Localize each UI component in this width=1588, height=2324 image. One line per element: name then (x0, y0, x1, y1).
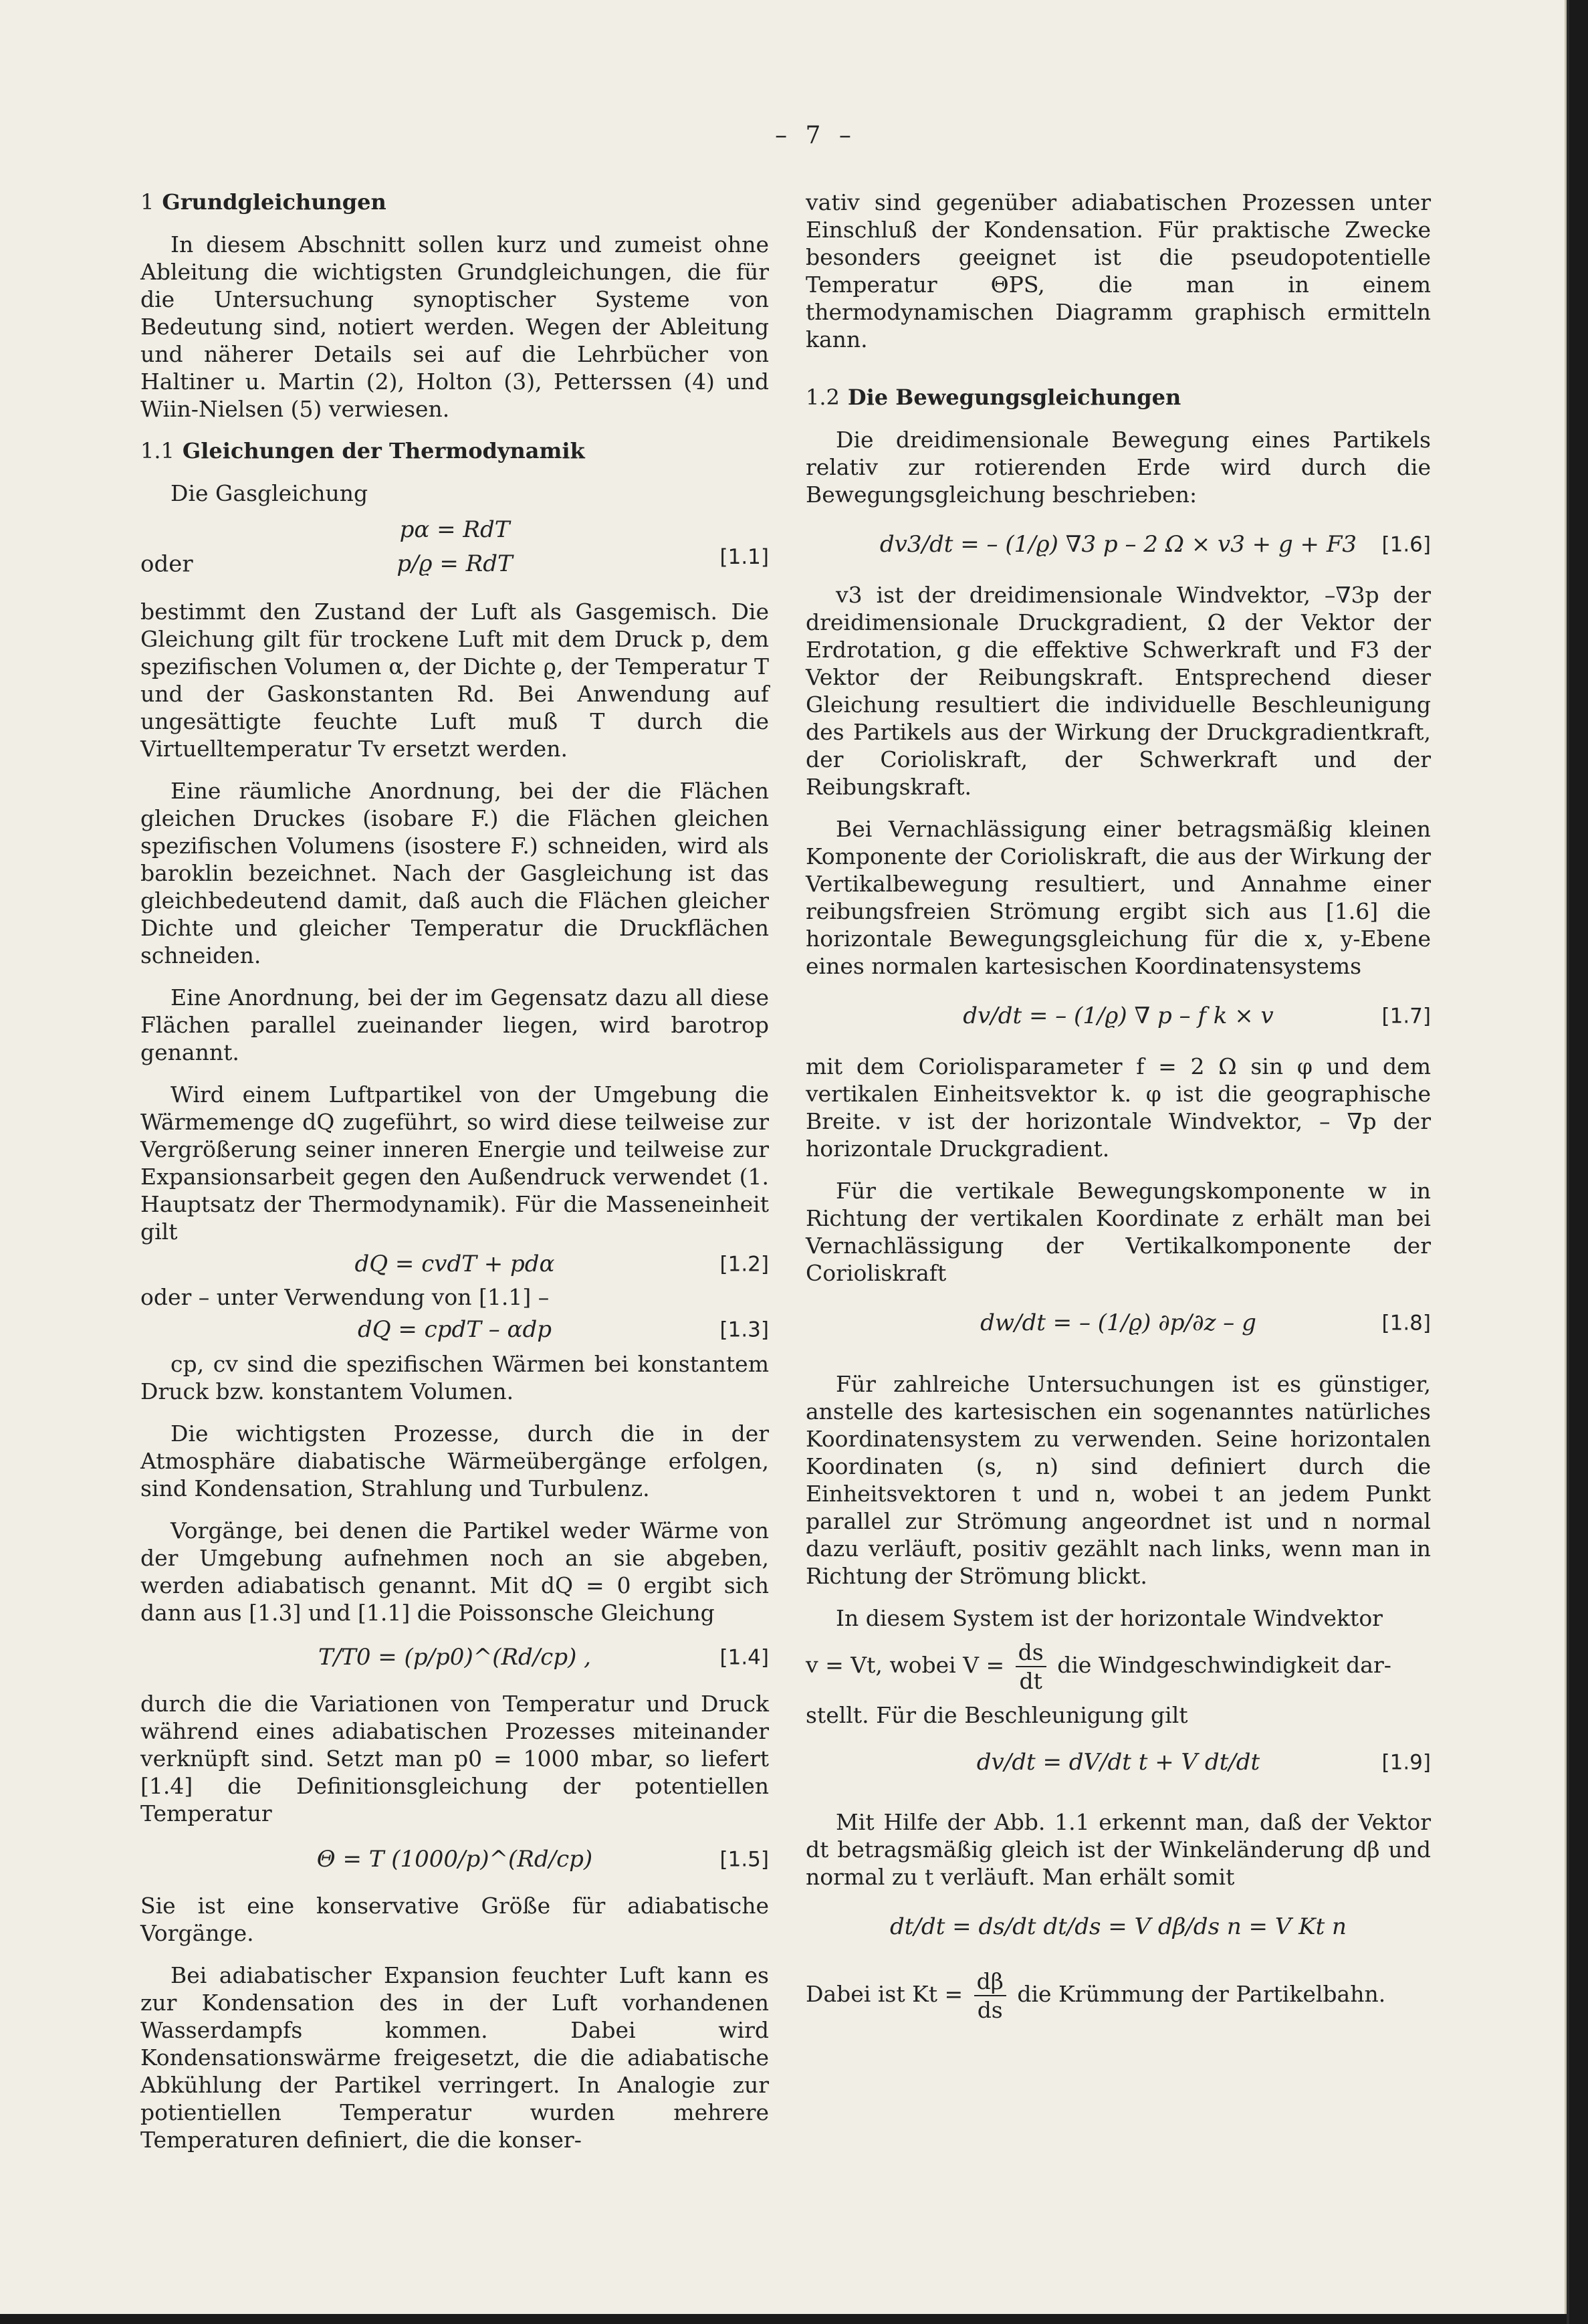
section-heading-1-2: 1.2 Die Bewegungsgleichungen (806, 385, 1181, 410)
paragraph: Die wichtigsten Prozesse, durch die in der Atmosphäre diabatische Wärmeübergänge erfolgen, sind Kondensation, Strahlung und Turbulenz. (140, 1420, 769, 1501)
page-number: – 7 – (775, 122, 857, 149)
equation-1-8: dw/dt = – (1/ϱ) ∂p/∂z – g [1.8] (980, 1309, 1431, 1336)
equation-1-6: dv3/dt = – (1/ϱ) ∇3 p – 2 Ω × v3 + g + F3 [1.6] (879, 531, 1431, 558)
paragraph: cp, cv sind die spezifischen Wärmen bei konstantem Druck bzw. konstantem Volumen. (140, 1351, 769, 1404)
equation-unnumbered: dt/dt = ds/dt dt/ds = V dβ/ds n = V Kt n (890, 1913, 1347, 1940)
left-column (140, 189, 769, 2168)
paragraph: Eine Anordnung, bei der im Gegensatz dazu all diese Flächen parallel zueinander liegen, wird barotrop genannt. (140, 984, 769, 1065)
paragraph: stellt. Für die Beschleunigung gilt (806, 1702, 1188, 1728)
paragraph: Eine räumliche Anordnung, bei der die Flächen gleichen Druckes (isobare F.) die Flächen gleichen spezifischen Volumens (isostere F.) schneiden, wird als baroklin bezeichnet. Nach der Gasgleichung ist das gleichbedeutend damit, daß auch die Flächen gleicher Dichte und gleicher Temperatur die Druckflächen schneiden. (140, 778, 769, 968)
equation-1-5: Θ = T (1000/p)^(Rd/cp) [1.5] (316, 1846, 769, 1873)
paragraph: Mit Hilfe der Abb. 1.1 erkennt man, daß der Vektor dt betragsmäßig gleich ist der Winkeländerung dβ und normal zu t verläuft. Man erhält somit (806, 1809, 1431, 1890)
paragraph: Bei Vernachlässigung einer betragsmäßig kleinen Komponente der Corioliskraft, die aus der Wirkung der Vertikalbewegung resultiert, und Annahme einer reibungsfreien Strömung ergibt sich aus [1.6] die horizontale Bewegungsgleichung für die x, y-Ebene eines normalen kartesischen Koordinatensystems (806, 816, 1431, 979)
paragraph: durch die die Variationen von Temperatur und Druck während eines adiabatischen Prozesses miteinander verknüpft sind. Setzt man p0 = 1000 mbar, so liefert [1.4] die Definitionsgleichung der potentiellen Temperatur (140, 1691, 769, 1826)
paragraph: v3 ist der dreidimensionale Windvektor, –∇3p der dreidimensionale Druckgradient, Ω der Vektor der Erdrotation, g die effektive Schwerkraft und F3 der Vektor der Reibungskraft. Entsprechend dieser Gleichung resultiert die individuelle Beschleunigung des Partikels aus der Wirkung der Druckgradientkraft, der Corioliskraft, der Schwerkraft und der Reibungskraft. (806, 582, 1431, 800)
paragraph: Die Gasgleichung (171, 480, 368, 506)
fraction-ds-dt: $\frac{ds}{dt}$ (1016, 1639, 1046, 1695)
equation-1-3: dQ = cpdT – αdp [1.3] (357, 1316, 769, 1343)
paragraph: vativ sind gegenüber adiabatischen Prozessen unter Einschluß der Kondensation. Für praktische Zwecke besonders geeignet ist die pseudopotentielle Temperatur ΘPS, die man in einem thermodynamischen Diagramm graphisch ermitteln kann. (806, 189, 1431, 352)
paragraph: In diesem System ist der horizontale Windvektor (836, 1605, 1383, 1631)
paragraph: Für zahlreiche Untersuchungen ist es günstiger, anstelle des kartesischen ein sogenanntes natürliches Koordinatensystem zu verwenden. Seine horizontalen Koordinaten (s, n) sind definiert durch die Einheitsvektoren t und n, wobei t an jedem Punkt parallel zur Strömung angeordnet ist und n normal dazu verläuft, positiv gezählt nach links, wenn man in Richtung der Strömung blickt. (806, 1371, 1431, 1589)
paragraph: Wird einem Luftpartikel von der Umgebung die Wärmemenge dQ zugeführt, so wird diese teilweise zur Vergrößerung seiner inneren Energie und teilweise zur Expansionsarbeit gegen den Außendruck verwendet (1. Hauptsatz der Thermodynamik). Für die Masseneinheit gilt (140, 1081, 769, 1245)
paragraph: Die dreidimensionale Bewegung eines Partikels relativ zur rotierenden Erde wird durch die Bewegungsgleichung beschrieben: (806, 427, 1431, 508)
equation-1-9: dv/dt = dV/dt t + V dt/dt [1.9] (976, 1749, 1431, 1776)
paragraph: Bei adiabatischer Expansion feuchter Luft kann es zur Kondensation des in der Luft vorhandenen Wasserdampfs kommen. Dabei wird Kondensationswärme freigesetzt, die die adiabatische Abkühlung der Partikel verringert. In Analogie zur potientiellen Temperatur wurden mehrere Temperaturen definiert, die die konser- (140, 1962, 769, 2153)
equation-1-1a: pα = RdT (399, 516, 510, 543)
paragraph: In diesem Abschnitt sollen kurz und zumeist ohne Ableitung die wichtigsten Grundgleichungen, die für die Untersuchung synoptischer Systeme von Bedeutung sind, notiert werden. Wegen der Ableitung und näherer Details sei auf die Lehrbücher von Haltiner u. Martin (2), Holton (3), Petterssen (4) und Wiin-Nielsen (5) verwiesen. (140, 231, 769, 422)
paragraph-inline-fraction: v = Vt, wobei V = $\frac{ds}{dt}$ die Windgeschwindigkeit dar- (806, 1639, 1391, 1694)
paragraph-curvature: Dabei ist Kt = $\frac{d\beta}{ds}$ die Krümmung der Partikelbahn. (806, 1968, 1386, 2023)
equation-1-2: dQ = cvdT + pdα [1.2] (354, 1251, 769, 1277)
paragraph: oder – unter Verwendung von [1.1] – (140, 1284, 550, 1310)
section-heading-1: 1 Grundgleichungen (140, 189, 386, 215)
page-edge-shadow (1567, 0, 1569, 2324)
equation-1-1b: oder p/ϱ = RdT [1.1] (140, 545, 769, 577)
fraction-dbeta-ds: $\frac{d\beta}{ds}$ (974, 1968, 1006, 2024)
paragraph: Vorgänge, bei denen die Partikel weder Wärme von der Umgebung aufnehmen noch an sie abgeben, werden adiabatisch genannt. Mit dQ = 0 ergibt sich dann aus [1.3] und [1.1] die Poissonsche Gleichung (140, 1517, 769, 1626)
right-column (806, 189, 1431, 2038)
paragraph: Sie ist eine konservative Größe für adiabatische Vorgänge. (140, 1893, 769, 1946)
paragraph: bestimmt den Zustand der Luft als Gasgemisch. Die Gleichung gilt für trockene Luft mit dem Druck p, dem spezifischen Volumen α, der Dichte ϱ, der Temperatur T und der Gaskonstanten Rd. Bei Anwendung auf ungesättigte feuchte Luft muß T durch die Virtuelltemperatur Tv ersetzt werden. (140, 599, 769, 762)
equation-1-4: T/T0 = (p/p0)^(Rd/cp) , [1.4] (318, 1644, 769, 1671)
equation-1-7: dv/dt = – (1/ϱ) ∇ p – f k × v [1.7] (963, 1002, 1431, 1029)
section-heading-1-1: 1.1 Gleichungen der Thermodynamik (140, 438, 585, 463)
paragraph: Für die vertikale Bewegungskomponente w in Richtung der vertikalen Koordinate z erhält man bei Vernachlässigung der Vertikalkomponente der Corioliskraft (806, 1178, 1431, 1286)
paragraph: mit dem Coriolisparameter f = 2 Ω sin φ und dem vertikalen Einheitsvektor k. φ ist die geographische Breite. v ist der horizontale Windvektor, – ∇p der horizontale Druckgradient. (806, 1053, 1431, 1162)
